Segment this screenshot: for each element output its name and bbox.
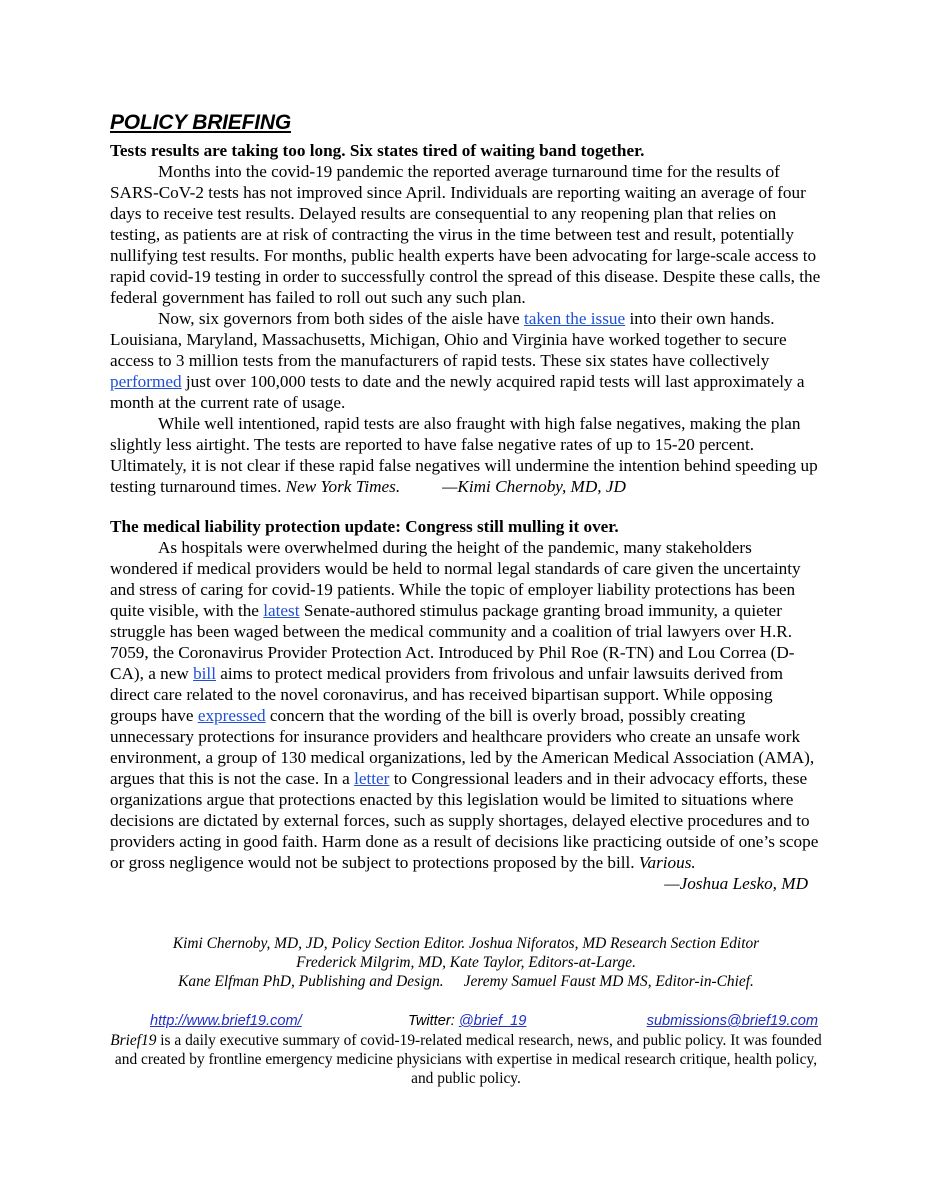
editors-line: Kimi Chernoby, MD, JD, Policy Section Editor. Joshua Niforatos, MD Research Section Editor (172, 935, 760, 952)
article-paragraph: Months into the covid-19 pandemic the reported average turnaround time for the results of SARS-CoV-2 tests has not improved since April. Individuals are reporting waiting an average of four days to receive test results. Delayed results are consequential to any reopening plan that relies on testing, as patients are at risk of contracting the virus in the time between test and result, potentially nullifying test results. For months, public health experts have been advocating for large-scale access to rapid covid-19 testing in order to successfully control the spread of this disease. Despite these calls, the federal government has failed to roll out such any such plan. (110, 162, 821, 307)
letter-link[interactable]: letter (354, 769, 390, 788)
website-link[interactable]: http://www.brief19.com/ (150, 1013, 302, 1029)
article-byline: —Joshua Lesko, MD (664, 874, 808, 893)
article-source: New York Times. (285, 477, 401, 496)
footer-links (110, 1012, 822, 1031)
editors-line: Frederick Milgrim, MD, Kate Taylor, Editors-at-Large. (296, 954, 636, 971)
article-liability-protection (110, 516, 822, 894)
latest-link[interactable]: latest (263, 601, 300, 620)
expressed-link[interactable]: expressed (197, 706, 266, 725)
article-paragraph: Now, six governors from both sides of the aisle have taken the issue into their own hands. Louisiana, Maryland, Massachusetts, Michigan, Ohio and Virginia have worked together to secure access to 3 million tests from the manufacturers of rapid tests. These six states have collectively performed just over 100,000 tests to date and the newly acquired rapid tests will last approximately a month at the current rate of usage. (110, 309, 805, 412)
article-title: The medical liability protection update: Congress still mulling it over. (110, 517, 619, 536)
article-paragraph: While well intentioned, rapid tests are also fraught with high false negatives, making the plan slightly less airtight. The tests are reported to have false negative rates of up to 15-20 percent. Ultimately, it is not clear if these rapid false negatives will undermine the intention behind speeding up testing turnaround times. New York Times. —Kimi Chernoby, MD, JD (110, 414, 818, 496)
editors-line: Kane Elfman PhD, Publishing and Design. Jeremy Samuel Faust MD MS, Editor-in-Chief. (178, 973, 754, 990)
twitter-label: Twitter: @brief_19 (408, 1013, 527, 1029)
brief19-summary: Brief19 is a daily executive summary of covid-19-related medical research, news, and public policy. It was founded and created by frontline emergency medicine physicians with expertise in medical research critique, health policy, and public policy. (110, 1032, 822, 1087)
brand-name: Brief19 (110, 1032, 157, 1049)
article-source: Various. (638, 853, 696, 872)
article-byline: —Kimi Chernoby, MD, JD (442, 477, 626, 496)
section-heading: POLICY BRIEFING (110, 111, 291, 134)
twitter-link[interactable]: @brief_19 (458, 1013, 527, 1029)
article-title: Tests results are taking too long. Six states tired of waiting band together. (110, 141, 645, 160)
article-paragraph: As hospitals were overwhelmed during the height of the pandemic, many stakeholders wondered if medical providers would be held to normal legal standards of care given the uncertainty and stress of caring for covid-19 patients. While the topic of employer liability protections has been quite visible, with the latest Senate-authored stimulus package granting broad immunity, a quieter struggle has been waged between the medical community and a coalition of trial lawyers over H.R. 7059, the Coronavirus Provider Protection Act. Introduced by Phil Roe (R-TN) and Lou Correa (D-CA), a new bill aims to protect medical providers from frivolous and unfair lawsuits derived from direct care related to the novel coronavirus, and has received bipartisan support. While opposing groups have expressed concern that the wording of the bill is overly broad, possibly creating unnecessary protections for insurance providers and healthcare providers who create an unsafe work environment, a group of 130 medical organizations, led by the American Medical Association (AMA), argues that this is not the case. In a letter to Congressional leaders and in their advocacy efforts, these organizations argue that protections enacted by this legislation would be limited to situations where decisions are dictated by external forces, such as supply shortages, delayed elective procedures and to providers acting in good faith. Harm done as a result of decisions like practicing outside of one’s scope or gross negligence would not be subject to protections proposed by the bill. Various. (110, 538, 819, 872)
footer (110, 1012, 822, 1088)
bill-link[interactable]: bill (193, 664, 216, 683)
performed-link[interactable]: performed (110, 372, 182, 391)
editors-credits (110, 934, 822, 991)
email-link[interactable]: submissions@brief19.com (646, 1013, 818, 1029)
article-rapid-tests (110, 140, 822, 497)
taken-the-issue-link[interactable]: taken the issue (523, 309, 626, 328)
